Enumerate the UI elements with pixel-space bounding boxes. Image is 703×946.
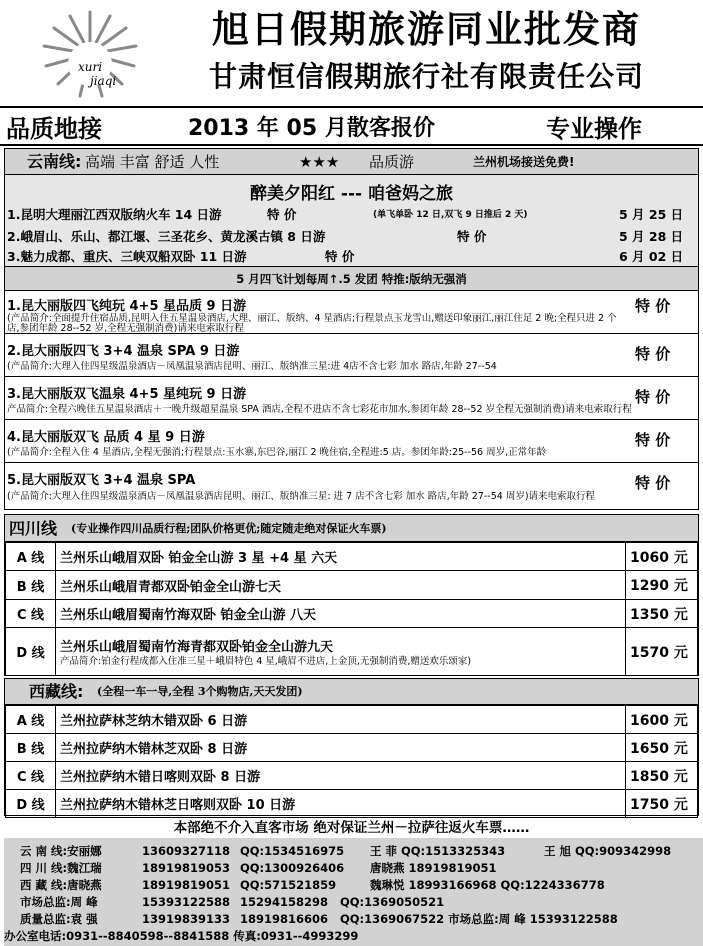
table-row bbox=[6, 762, 698, 790]
elderly-tour-3-name: 3.魅力成都、重庆、三峡双船双卧 11 日游 bbox=[7, 249, 247, 264]
footer-note: 本部绝不介入直客市场 绝对保证兰州－拉萨往返火车票…… bbox=[173, 820, 530, 836]
line-route: 兰州拉萨林芝纳木错双卧 6 日游 bbox=[56, 706, 626, 734]
contact-qq: QQ:1369067522 市场总监:周 峰 15393122588 bbox=[340, 912, 618, 926]
line-price: 1850 元 bbox=[626, 762, 698, 790]
elderly-tour-3-price: 特 价 bbox=[325, 249, 355, 264]
table-row bbox=[6, 628, 698, 676]
tour-1-desc-2: 店,参团年龄 28--52 岁,全程无强制消费)请来电索取行程 bbox=[7, 323, 244, 334]
tour-2-desc-1: (产品简介:大理入住四星级温泉酒店－凤凰温泉酒店昆明、丽江、版纳准三星:进 4店不含七彩 加水 路店,年龄 27--54 bbox=[7, 361, 497, 372]
tour-4-name: 4.昆大丽版双飞 品质 4 星 9 日游 bbox=[7, 430, 205, 445]
tour-4-price: 特 价 bbox=[635, 431, 671, 449]
line-label: B 线 bbox=[6, 734, 56, 762]
yunnan-header bbox=[5, 149, 698, 175]
tour-3-desc-1: 产品简介:全程六晚住五星温泉酒店＋一晚升级超星温泉 SPA 酒店,全程不进店不含七彩花市加水,参团年龄 28--52 岁全程无强制消费)请来电索取行程 bbox=[7, 404, 632, 415]
banner-center: 2013 年 05 月散客报价 bbox=[188, 116, 435, 141]
line-label: B 线 bbox=[6, 571, 56, 600]
line-route: 兰州拉萨纳木错日喀则双卧 8 日游 bbox=[56, 762, 626, 790]
contact-row bbox=[4, 878, 703, 893]
elderly-tour-2-name: 2.峨眉山、乐山、都江堰、三圣花乡、黄龙溪古镇 8 日游 bbox=[7, 229, 326, 244]
contact-phone: 13609327118 bbox=[142, 844, 231, 858]
tibet-slogan: (全程一车一导,全程 3个购物店,天天发团) bbox=[97, 685, 303, 698]
yunnan-pickup: 兰州机场接送免费! bbox=[473, 155, 575, 169]
contact-phone-2: 15294158298 bbox=[240, 895, 329, 909]
page-header bbox=[0, 0, 703, 108]
line-price: 1290 元 bbox=[626, 571, 698, 600]
tour-5-price: 特 价 bbox=[635, 474, 671, 492]
sichuan-section bbox=[4, 514, 699, 676]
contact-phone: 18919819053 bbox=[142, 861, 231, 875]
contact-name: 市场总监:周 峰 bbox=[20, 895, 98, 909]
banner-left: 品质地接 bbox=[6, 114, 102, 143]
elderly-tour-2-date: 5 月 28 日 bbox=[619, 229, 684, 244]
line-price: 1650 元 bbox=[626, 734, 698, 762]
sichuan-price-table bbox=[5, 542, 698, 676]
contact-row bbox=[4, 895, 703, 910]
yunnan-section bbox=[4, 148, 699, 510]
line-label: D 线 bbox=[6, 628, 56, 676]
line-label: C 线 bbox=[6, 600, 56, 628]
table-row bbox=[6, 706, 698, 734]
sichuan-header bbox=[5, 515, 698, 542]
line-route: 兰州乐山峨眉蜀南竹海青都双卧铂金全山游九天 bbox=[60, 639, 334, 655]
contact-extra-2: 王 旭 QQ:909342998 bbox=[544, 844, 672, 858]
table-row bbox=[6, 571, 698, 600]
line-price: 1350 元 bbox=[626, 600, 698, 628]
tour-1-desc-1: (产品简介:全面提升住宿品质,昆明入住五星温泉酒店,大理、丽江、版纳、4 星酒店;行程景点玉龙雪山,赠送印象丽江,丽江住足 2 晚;全程只进 2 个 bbox=[7, 313, 617, 324]
line-route: 兰州乐山峨眉双卧 铂金全山游 3 星 +4 星 六天 bbox=[56, 543, 626, 571]
tibet-section bbox=[4, 678, 699, 816]
contact-row bbox=[4, 844, 703, 859]
yunnan-notice: 5 月四飞计划每周↑.5 发团 特推:版纳无强消 bbox=[5, 267, 698, 291]
contact-extra: 魏琳悦 18993166968 QQ:1224336778 bbox=[370, 878, 605, 892]
contact-extra: 唐晓燕 18919819051 bbox=[370, 861, 497, 875]
sichuan-name: 四川线 bbox=[9, 519, 58, 538]
elderly-tour-1-price: 特 价 bbox=[267, 207, 297, 222]
tour-item bbox=[5, 378, 698, 420]
table-row bbox=[6, 543, 698, 571]
line-price: 1600 元 bbox=[626, 706, 698, 734]
tour-2-name: 2.昆大丽版四飞 3+4 温泉 SPA 9 日游 bbox=[7, 344, 240, 359]
table-row bbox=[6, 600, 698, 628]
contact-name: 四 川 线:魏江瑞 bbox=[20, 861, 102, 875]
line-route: 兰州拉萨纳木错林芝日喀则双卧 10 日游 bbox=[56, 790, 626, 818]
tour-5-name: 5.昆大丽版双飞 3+4 温泉 SPA bbox=[7, 473, 196, 488]
logo-text-1: xuri bbox=[78, 60, 103, 74]
tour-item bbox=[5, 464, 698, 509]
banner-right: 专业操作 bbox=[546, 114, 642, 143]
tour-2-price: 特 价 bbox=[635, 345, 671, 363]
yunnan-stars: ★★★ bbox=[299, 153, 340, 171]
yunnan-tags: 高端 丰富 舒适 人性 bbox=[85, 153, 220, 171]
contact-phone-2: 18919816606 bbox=[240, 912, 329, 926]
line-label: D 线 bbox=[6, 790, 56, 818]
contact-block bbox=[4, 838, 703, 946]
tibet-price-table bbox=[5, 705, 698, 818]
contact-name: 西 藏 线:唐晓燕 bbox=[20, 878, 102, 892]
contact-qq: QQ:1300926406 bbox=[240, 861, 345, 875]
contact-phone: 18919819051 bbox=[142, 878, 231, 892]
sichuan-slogan: (专业操作四川品质行程;团队价格更优;随定随走绝对保证火车票) bbox=[71, 522, 387, 535]
line-label: A 线 bbox=[6, 706, 56, 734]
elderly-tours-block bbox=[5, 175, 698, 267]
tour-item bbox=[5, 335, 698, 377]
line-price: 1060 元 bbox=[626, 543, 698, 571]
tour-item bbox=[5, 421, 698, 463]
tour-3-price: 特 价 bbox=[635, 388, 671, 406]
logo-text-2: jiaqi bbox=[90, 74, 117, 88]
price-banner bbox=[0, 112, 703, 146]
elderly-tour-1-note: (单飞单卧 12 日,双飞 9 日推后 2 天) bbox=[373, 210, 528, 220]
contact-name: 云 南 线:安丽娜 bbox=[20, 844, 102, 858]
tibet-header bbox=[5, 679, 698, 705]
tour-1-name: 1.昆大丽版四飞纯玩 4+5 星品质 9 日游 bbox=[7, 299, 247, 314]
office-phone: 办公室电话:0931--8840598--8841588 传真:0931--4993299 bbox=[4, 929, 359, 943]
elderly-tour-1-date: 5 月 25 日 bbox=[619, 207, 684, 222]
line-label: A 线 bbox=[6, 543, 56, 571]
line-route: 兰州乐山峨眉蜀南竹海双卧 铂金全山游 八天 bbox=[56, 600, 626, 628]
contact-name: 质量总监:袁 强 bbox=[20, 912, 98, 926]
line-price: 1570 元 bbox=[626, 628, 698, 676]
elderly-tour-3-date: 6 月 02 日 bbox=[619, 249, 684, 264]
yunnan-quality: 品质游 bbox=[369, 153, 415, 171]
table-row bbox=[6, 790, 698, 818]
contact-phone: 15393122588 bbox=[142, 895, 231, 909]
yunnan-name: 云南线: bbox=[27, 152, 82, 171]
tibet-name: 西藏线: bbox=[29, 682, 84, 701]
feature-title: 醉美夕阳红 --- 咱爸妈之旅 bbox=[249, 184, 453, 204]
company-title: 旭日假期旅游同业批发商 bbox=[212, 8, 641, 51]
tour-item bbox=[5, 292, 698, 334]
line-price: 1750 元 bbox=[626, 790, 698, 818]
line-route: 兰州拉萨纳木错林芝双卧 8 日游 bbox=[56, 734, 626, 762]
contact-qq: QQ:1369050521 bbox=[340, 895, 445, 909]
contact-extra: 王 菲 QQ:1513325343 bbox=[370, 844, 506, 858]
tour-5-desc-1: (产品简介:大理入住四星级温泉酒店－凤凰温泉酒店昆明、丽江、版纳准三星: 进 7 店不含七彩 加水 路店,年龄 27--54 周岁)请来电索取行程 bbox=[7, 491, 596, 502]
contact-row bbox=[4, 912, 703, 927]
elderly-tour-1-name: 1.昆明大理丽江西双版纳火车 14 日游 bbox=[7, 207, 222, 222]
tour-4-desc-1: (产品简介:全程入住 4 星酒店,全程无强消;行程景点:玉水寨,东巴谷,丽江 2 晚住宿,全程进:5 店。参团年龄:25--56 周岁,正常年龄 bbox=[7, 447, 547, 458]
contact-qq: QQ:1534516975 bbox=[240, 844, 345, 858]
company-subtitle: 甘肃恒信假期旅行社有限责任公司 bbox=[208, 60, 644, 93]
contact-row bbox=[4, 861, 703, 876]
table-row bbox=[6, 734, 698, 762]
sun-logo-icon bbox=[30, 4, 150, 104]
tour-1-price: 特 价 bbox=[635, 297, 671, 315]
elderly-tour-2-price: 特 价 bbox=[457, 229, 487, 244]
line-desc: 产品简介:铂金行程成都入住准三星＋峨眉特色 4 星,峨眉不进店,上金顶,无强制消费,赠送欢乐颂家) bbox=[60, 655, 472, 667]
line-label: C 线 bbox=[6, 762, 56, 790]
tour-3-name: 3.昆大丽版双飞温泉 4+5 星纯玩 9 日游 bbox=[7, 387, 247, 402]
contact-qq: QQ:571521859 bbox=[240, 878, 337, 892]
contact-phone: 13919839133 bbox=[142, 912, 231, 926]
line-route: 兰州乐山峨眉青都双卧铂金全山游七天 bbox=[56, 571, 626, 600]
